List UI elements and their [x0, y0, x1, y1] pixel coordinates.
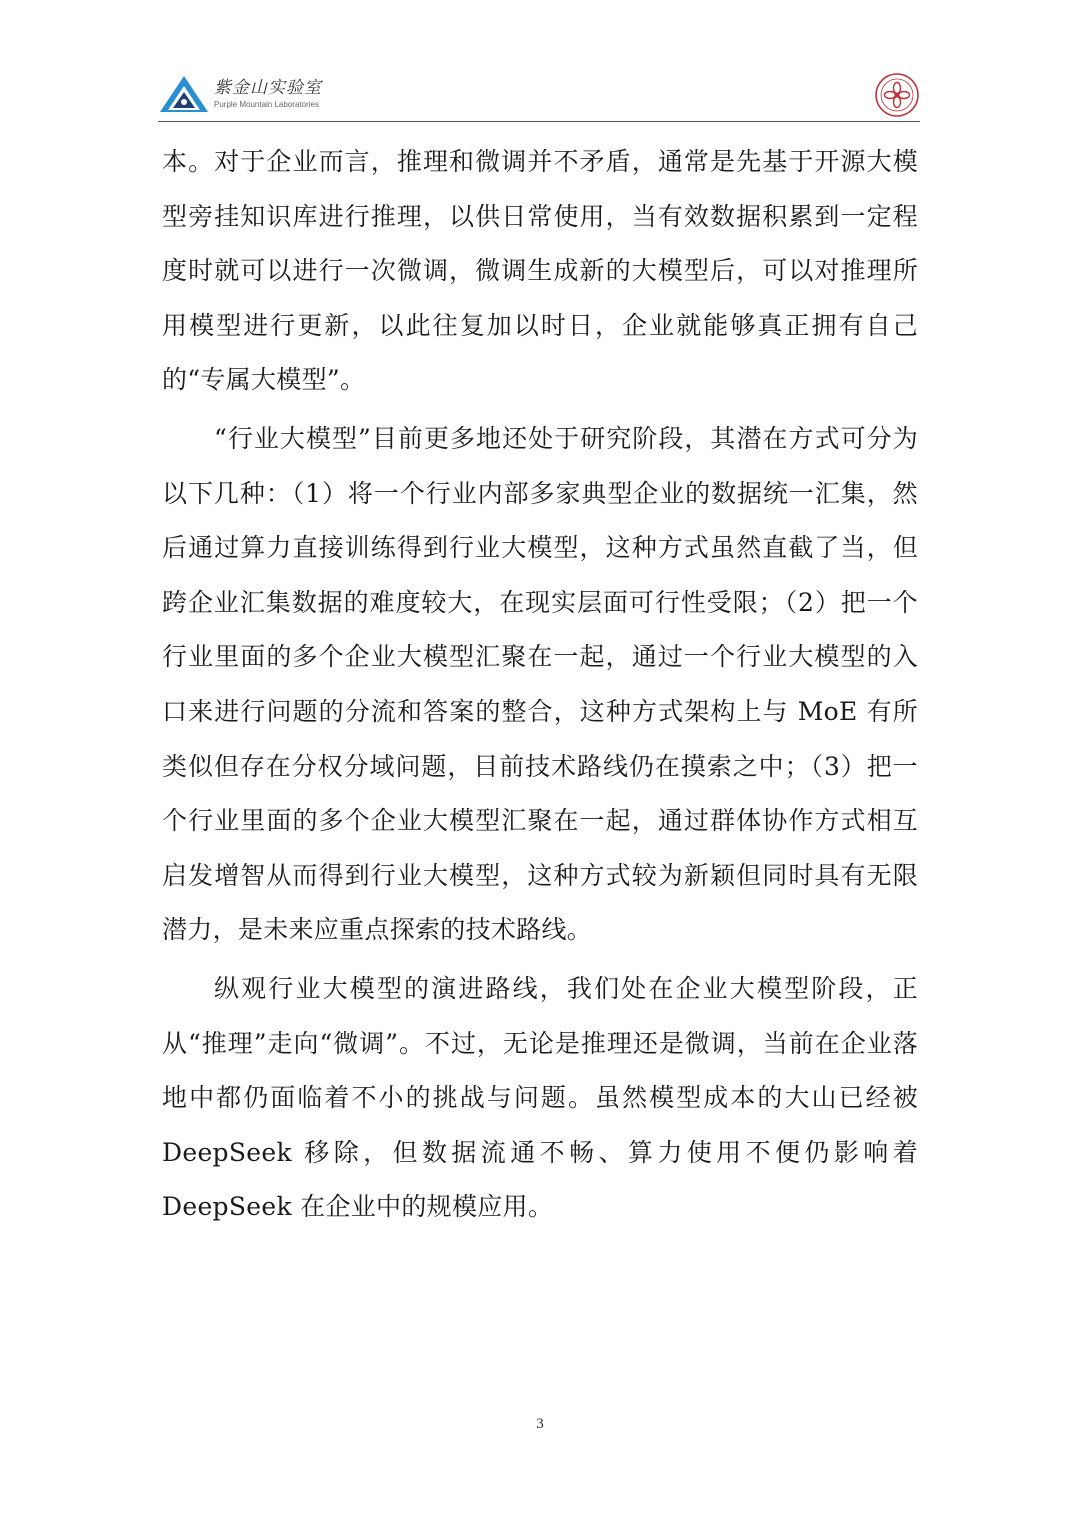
triangle-logo-icon: [158, 74, 210, 114]
paragraph-2: “行业大模型”目前更多地还处于研究阶段，其潜在方式可分为以下几种：（1）将一个行业内部多家典型企业的数据统一汇集，然后通过算力直接训练得到行业大模型，这种方式虽然直截了当，但跨企业汇集数据的难度较大，在现实层面可行性受限；（2）把一个行业里面的多个企业大模型汇聚在一起，通过一个行业大模型的入口来进行问题的分流和答案的整合，这种方式架构上与 MoE 有所类似但存在分权分域问题，目前技术路线仍在摸索之中；（3）把一个行业里面的多个企业大模型汇聚在一起，通过群体协作方式相互启发增智从而得到行业大模型，这种方式较为新颖但同时具有无限潜力，是未来应重点探索的技术路线。: [162, 423, 918, 945]
lab-logo: [158, 74, 322, 114]
header-divider: [158, 121, 920, 122]
logo-chinese-name: 紫金山实验室: [214, 77, 322, 98]
paragraph-1: 本。对于企业而言，推理和微调并不矛盾，通常是先基于开源大模型旁挂知识库进行推理，以供日常使用，当有效数据积累到一定程度时就可以进行一次微调，微调生成新的大模型后，可以对推理所用模型进行更新，以此往复加以时日，企业就能够真正拥有自己的“专属大模型”。: [162, 147, 918, 395]
paragraph-3: 纵观行业大模型的演进路线，我们处在企业大模型阶段，正从“推理”走向“微调”。不过，无论是推理还是微调，当前在企业落地中都仍面临着不小的挑战与问题。虽然模型成本的大山已经被 DeepSeek 移除，但数据流通不畅、算力使用不便仍影响着 DeepSeek 在企业中的规模应用。: [162, 973, 918, 1222]
page-number: 3: [536, 1416, 544, 1432]
seal-emblem-icon: [874, 72, 920, 118]
page-header: [158, 66, 920, 122]
logo-english-name: Purple Mountain Laboratories: [214, 99, 319, 109]
document-body: [162, 135, 918, 1239]
